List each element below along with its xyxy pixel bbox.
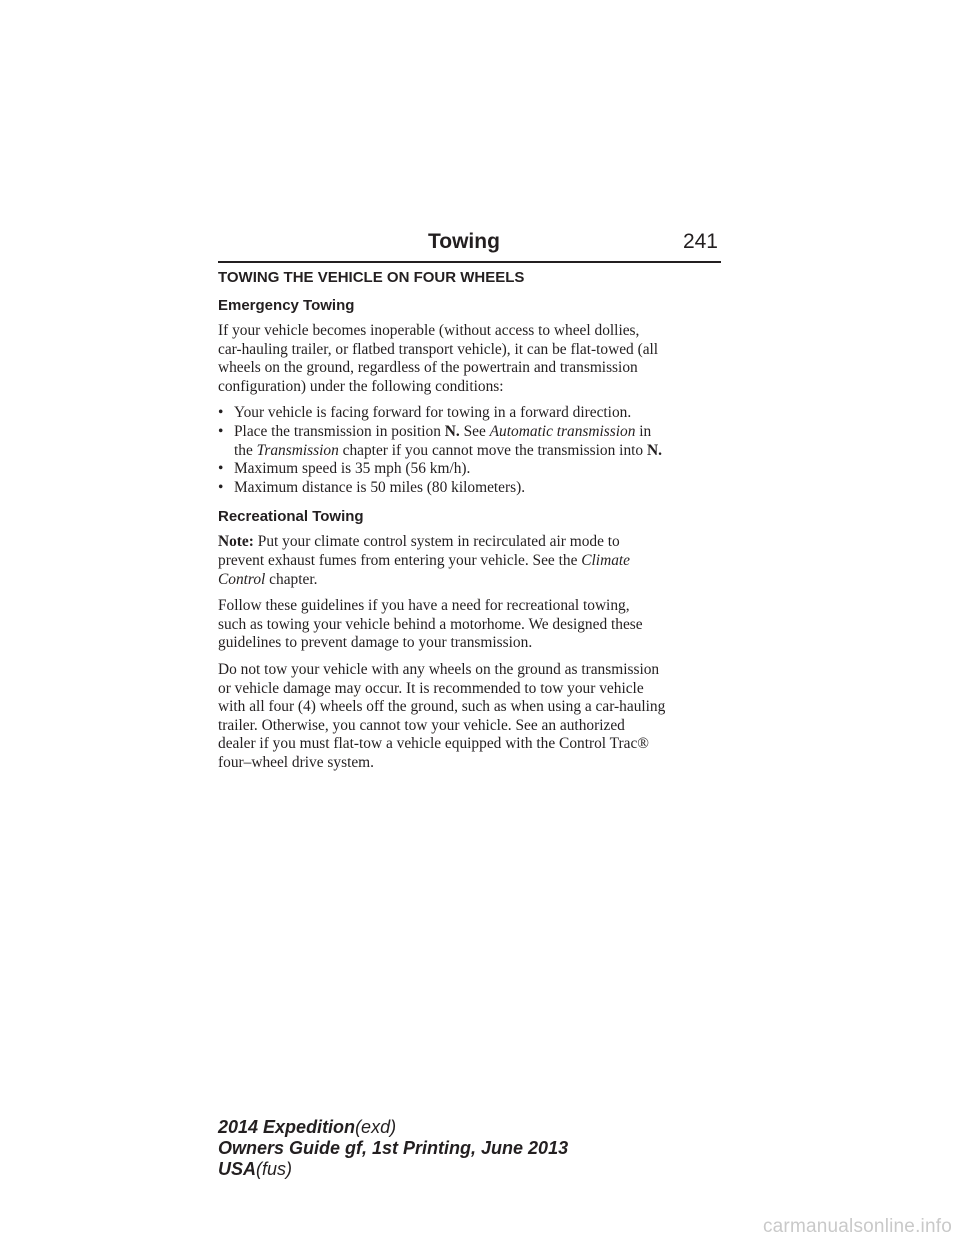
list-item	[218, 423, 738, 460]
list-item	[218, 479, 738, 498]
note-label: Note:	[218, 533, 254, 551]
list-item	[218, 404, 738, 423]
text-line: four–wheel drive system.	[218, 753, 375, 771]
text-run: the	[234, 441, 257, 459]
section-title: TOWING THE VEHICLE ON FOUR WHEELS	[218, 269, 525, 286]
chapter-title: Towing	[428, 230, 500, 253]
page-number: 241	[682, 230, 718, 253]
watermark-text: carmanualsonline.info	[762, 1216, 952, 1237]
text-run: Place the transmission in position	[234, 422, 445, 440]
cross-reference: Automatic transmission	[489, 422, 636, 440]
text-line: dealer if you must flat-tow a vehicle equipped with the Control Trac®	[218, 735, 649, 753]
document-footer	[218, 1117, 568, 1180]
text-line: car-hauling trailer, or flatbed transport vehicle), it can be flat-towed (all	[218, 340, 659, 358]
emergency-intro-paragraph	[218, 322, 738, 396]
gear-position-n: N.	[646, 441, 662, 459]
warning-paragraph	[218, 661, 738, 773]
text-line: configuration) under the following conditions:	[218, 377, 504, 395]
text-line	[234, 442, 738, 461]
text-line	[234, 423, 738, 442]
header-rule	[218, 261, 721, 263]
text-line: Your vehicle is facing forward for towing in a forward direction.	[234, 404, 632, 422]
recreational-towing-heading: Recreational Towing	[218, 508, 364, 526]
text-run: Put your climate control system in recirculated air mode to	[253, 533, 620, 551]
guidelines-paragraph	[218, 597, 738, 653]
bullet-glyph: •	[218, 422, 224, 440]
text-line: If your vehicle becomes inoperable (without access to wheel dollies,	[218, 322, 640, 339]
cross-reference: Climate	[581, 551, 631, 569]
text-line	[218, 533, 738, 552]
text-line: or vehicle damage may occur. It is recommended to tow your vehicle	[218, 679, 644, 697]
footer-line: Owners Guide gf, 1st Printing, June 2013	[218, 1138, 569, 1158]
text-line: trailer. Otherwise, you cannot tow your vehicle. See an authorized	[218, 716, 625, 734]
bullet-glyph: •	[218, 404, 224, 422]
text-line: Follow these guidelines if you have a need for recreational towing,	[218, 597, 630, 615]
text-line: Maximum speed is 35 mph (56 km/h).	[234, 460, 471, 478]
footer-line	[218, 1159, 568, 1180]
bullet-glyph: •	[218, 460, 224, 478]
page-content	[218, 268, 738, 780]
text-line	[218, 571, 738, 590]
gear-position-n: N.	[444, 422, 460, 440]
text-run: chapter.	[265, 570, 318, 588]
text-line: Maximum distance is 50 miles (80 kilometers).	[234, 478, 526, 496]
note-paragraph	[218, 533, 738, 589]
text-run: chapter if you cannot move the transmission into	[338, 441, 647, 459]
text-run: See	[459, 422, 490, 440]
cross-reference: Control	[218, 570, 266, 588]
text-line: with all four (4) wheels off the ground, such as when using a car-hauling	[218, 698, 666, 716]
text-line: wheels on the ground, regardless of the powertrain and transmission	[218, 359, 638, 377]
text-line: such as towing your vehicle behind a motorhome. We designed these	[218, 615, 643, 633]
market-code: (fus)	[256, 1159, 293, 1179]
towing-conditions-list	[218, 404, 738, 497]
text-run: in	[635, 422, 652, 440]
bullet-glyph: •	[218, 478, 224, 496]
text-line: Do not tow your vehicle with any wheels on the ground as transmission	[218, 660, 660, 678]
list-item	[218, 460, 738, 479]
page-header	[218, 228, 720, 260]
text-run: prevent exhaust fumes from entering your vehicle. See the	[218, 551, 582, 569]
text-line: guidelines to prevent damage to your transmission.	[218, 634, 533, 652]
market-name: USA	[218, 1159, 257, 1179]
model-code: (exd)	[355, 1117, 397, 1137]
model-name: 2014 Expedition	[218, 1117, 356, 1137]
cross-reference: Transmission	[256, 441, 339, 459]
footer-line	[218, 1117, 568, 1138]
emergency-towing-heading: Emergency Towing	[218, 297, 355, 314]
text-line	[218, 552, 738, 571]
